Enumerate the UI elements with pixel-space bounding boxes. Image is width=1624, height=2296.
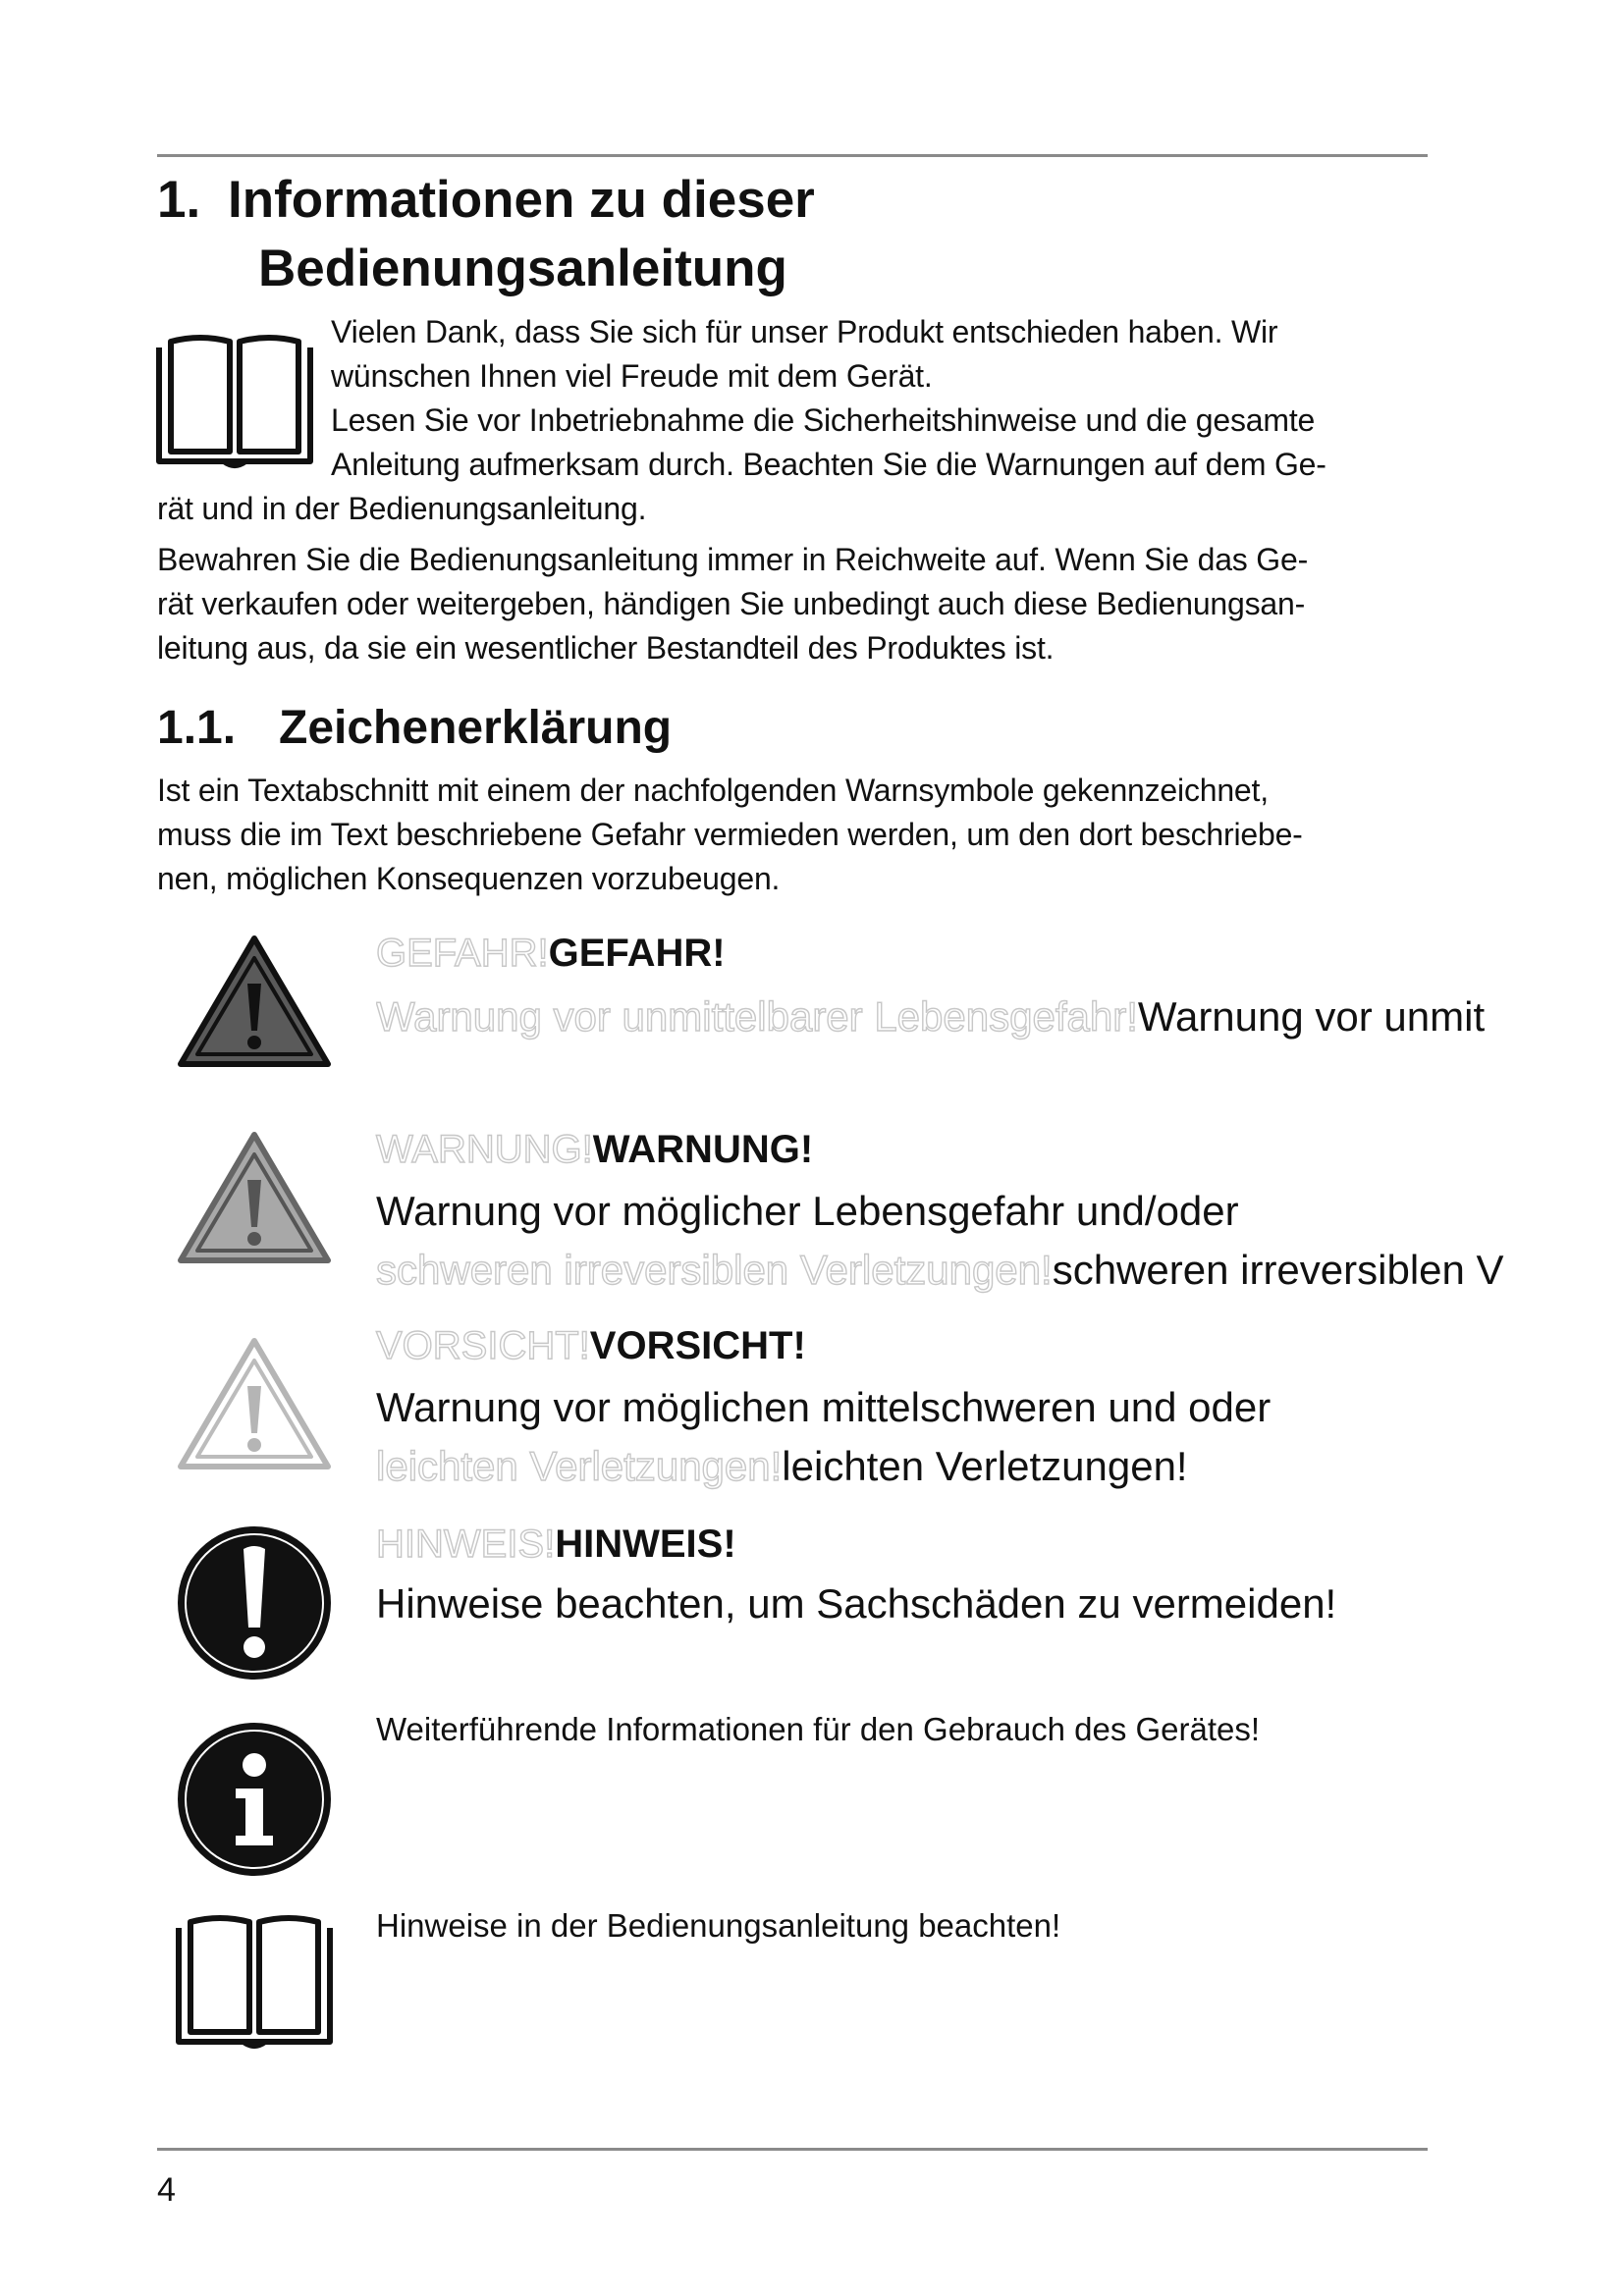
paragraph-line: Ist ein Textabschnitt mit einem der nachfolgenden Warnsymbole gekennzeichnet, (157, 773, 1269, 808)
caution-text-line1: Warnung vor möglichen mittelschweren und oder (376, 1384, 1272, 1430)
paragraph-line: leitung aus, da sie ein wesentlicher Bestandteil des Produktes ist. (157, 630, 1055, 666)
caution-text-ghost: leichten Verletzungen! (376, 1443, 783, 1489)
intro-line: Anleitung aufmerksam durch. Beachten Sie die Warnungen auf dem Ge- (331, 447, 1326, 482)
chapter-title-line2: Bedienungsanleitung (258, 240, 787, 297)
warning-text-line2 (376, 1241, 1592, 1300)
section-number: 1.1. (157, 702, 237, 754)
caution-text-main: leichten Verletzungen! (782, 1443, 1188, 1489)
top-rule (157, 154, 1428, 157)
manual-text: Hinweise in der Bedienungsanleitung beachten! (376, 1907, 1061, 1944)
info-circle-icon (175, 1720, 334, 1884)
section-title: Zeichenerklärung (279, 702, 673, 754)
chapter-number: 1. (157, 171, 201, 229)
info-text: Weiterführende Informationen für den Gebrauch des Gerätes! (376, 1711, 1261, 1747)
chapter-heading (157, 165, 815, 236)
legend-intro-paragraph (157, 769, 1434, 901)
intro-line: rät und in der Bedienungsanleitung. (157, 491, 647, 526)
danger-title (376, 929, 726, 978)
danger-text-main: Warnung vor unmit (1137, 993, 1486, 1040)
paragraph-line: muss die im Text beschriebene Gefahr vermieden werden, um den dort beschriebe- (157, 817, 1303, 852)
intro-line: Vielen Dank, dass Sie sich für unser Produkt entschieden haben. Wir (331, 314, 1278, 349)
warning-text-line1: Warnung vor möglicher Lebensgefahr und/oder (376, 1188, 1239, 1234)
warning-title (376, 1125, 813, 1174)
warning-triangle-icon (175, 1129, 334, 1271)
danger-title-ghost: GEFAHR! (376, 932, 549, 975)
warning-title-ghost: WARNUNG! (376, 1128, 593, 1171)
paragraph-line: Bewahren Sie die Bedienungsanleitung immer in Reichweite auf. Wenn Sie das Ge- (157, 542, 1309, 577)
notice-title (376, 1520, 736, 1569)
manual-book-icon (175, 1914, 334, 2056)
keep-manual-paragraph (157, 538, 1434, 670)
notice-text: Hinweise beachten, um Sachschäden zu vermeiden! (376, 1580, 1337, 1627)
intro-line: Lesen Sie vor Inbetriebnahme die Sicherheitshinweise und die gesamte (331, 402, 1316, 438)
section-heading (157, 699, 672, 758)
notice-title-ghost: HINWEIS! (376, 1522, 556, 1566)
warning-text-main: schweren irreversiblen V (1052, 1247, 1504, 1293)
warning-title-text: WARNUNG! (592, 1128, 814, 1171)
caution-title-ghost: VORSICHT! (376, 1324, 590, 1367)
danger-title-text: GEFAHR! (548, 932, 726, 975)
caution-title (376, 1321, 806, 1370)
caution-triangle-icon (175, 1335, 334, 1477)
notice-title-text: HINWEIS! (555, 1522, 736, 1566)
bottom-rule (157, 2148, 1428, 2151)
exclamation-circle-icon (175, 1523, 334, 1687)
page-number: 4 (157, 2171, 176, 2209)
danger-text-ghost: Warnung vor unmittelbarer Lebensgefahr! (376, 993, 1138, 1040)
caution-title-text: VORSICHT! (589, 1324, 806, 1367)
paragraph-line: nen, möglichen Konsequenzen vorzubeugen. (157, 861, 781, 896)
intro-paragraph (157, 310, 1434, 531)
danger-triangle-icon (175, 933, 334, 1075)
warning-text-ghost: schweren irreversiblen Verletzungen! (376, 1247, 1053, 1293)
danger-text (376, 988, 1592, 1046)
intro-line: wünschen Ihnen viel Freude mit dem Gerät. (331, 358, 933, 394)
chapter-title-line1: Informationen zu dieser (228, 171, 815, 229)
caution-text-line2 (376, 1437, 1592, 1496)
paragraph-line: rät verkaufen oder weitergeben, händigen Sie unbedingt auch diese Bedienungsan- (157, 586, 1306, 621)
